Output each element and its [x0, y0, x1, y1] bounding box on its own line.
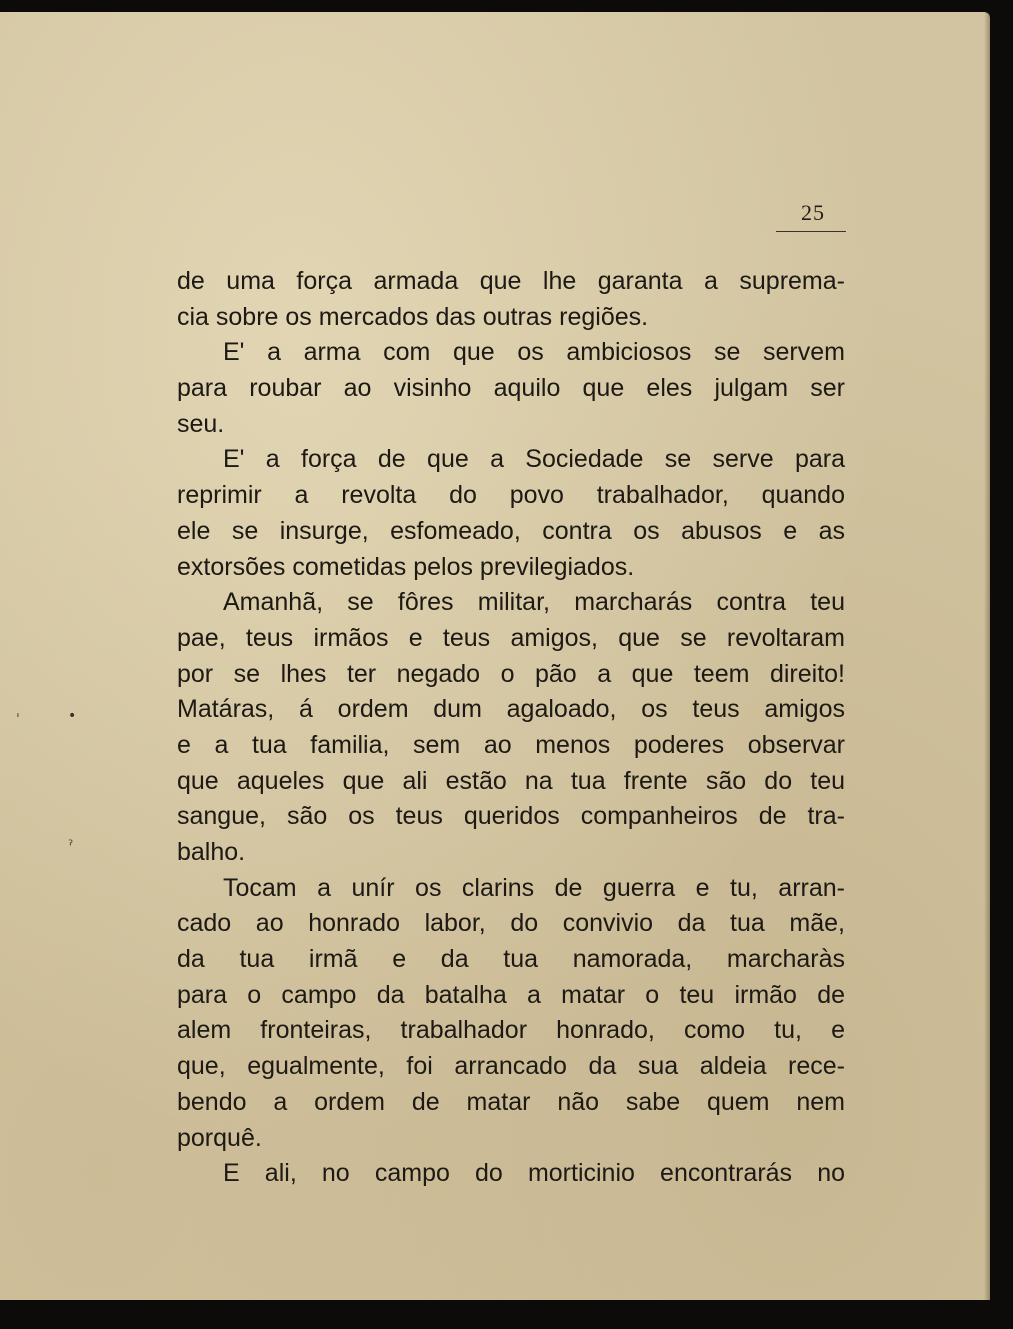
page-edge-shadow	[984, 12, 990, 1300]
text-line: porquê.	[177, 1123, 262, 1152]
text-line: Tocam a unír os clarins de guerra e tu, arran-	[223, 873, 845, 902]
margin-speck: ˈ	[16, 712, 20, 728]
text-line: Matáras, á ordem dum agaloado, os teus amigos	[177, 695, 845, 724]
text-line: da tua irmã e da tua namorada, marcharàs	[177, 945, 845, 974]
text-line: E' a força de que a Sociedade se serve para	[223, 445, 845, 474]
text-line: para roubar ao visinho aquilo que eles julgam ser	[177, 374, 845, 403]
text-line: balho.	[177, 838, 246, 866]
body-text	[177, 264, 845, 1192]
margin-speck: •	[68, 708, 77, 724]
page-number-rule	[776, 231, 846, 232]
text-line: E' a arma com que os ambiciosos se servem	[223, 338, 845, 367]
text-line: e a tua familia, sem ao menos poderes observar	[177, 730, 845, 759]
text-line: bendo a ordem de matar não sabe quem nem	[177, 1087, 845, 1116]
text-line: extorsões cometidas pelos previlegiados.	[177, 552, 635, 581]
text-line: sangue, são os teus queridos companheiros de tra-	[177, 802, 845, 831]
text-line: alem fronteiras, trabalhador honrado, como tu, e	[177, 1016, 845, 1045]
text-line: pae, teus irmãos e teus amigos, que se revoltaram	[177, 623, 845, 652]
text-line: por se lhes ter negado o pão a que teem direito!	[177, 659, 845, 688]
text-line: que aqueles que ali estão na tua frente são do teu	[177, 766, 845, 795]
page-number: 25	[801, 200, 825, 225]
text-line: ele se insurge, esfomeado, contra os abusos e as	[177, 516, 845, 545]
text-line: E ali, no campo do morticinio encontrarás no	[223, 1159, 845, 1188]
text-line: cado ao honrado labor, do convivio da tua mãe,	[177, 909, 845, 938]
text-line: seu.	[177, 409, 225, 438]
text-line: de uma força armada que lhe garanta a suprema-	[177, 267, 845, 295]
text-line: que, egualmente, foi arrancado da sua aldeia rece-	[177, 1052, 845, 1081]
text-line: Amanhã, se fôres militar, marcharás contra teu	[223, 588, 845, 617]
text-line: para o campo da batalha a matar o teu irmão de	[177, 980, 845, 1009]
text-line: reprimir a revolta do povo trabalhador, quando	[177, 481, 845, 510]
margin-speck: ˀ	[68, 838, 74, 854]
text-line: cia sobre os mercados das outras regiões.	[177, 302, 649, 331]
